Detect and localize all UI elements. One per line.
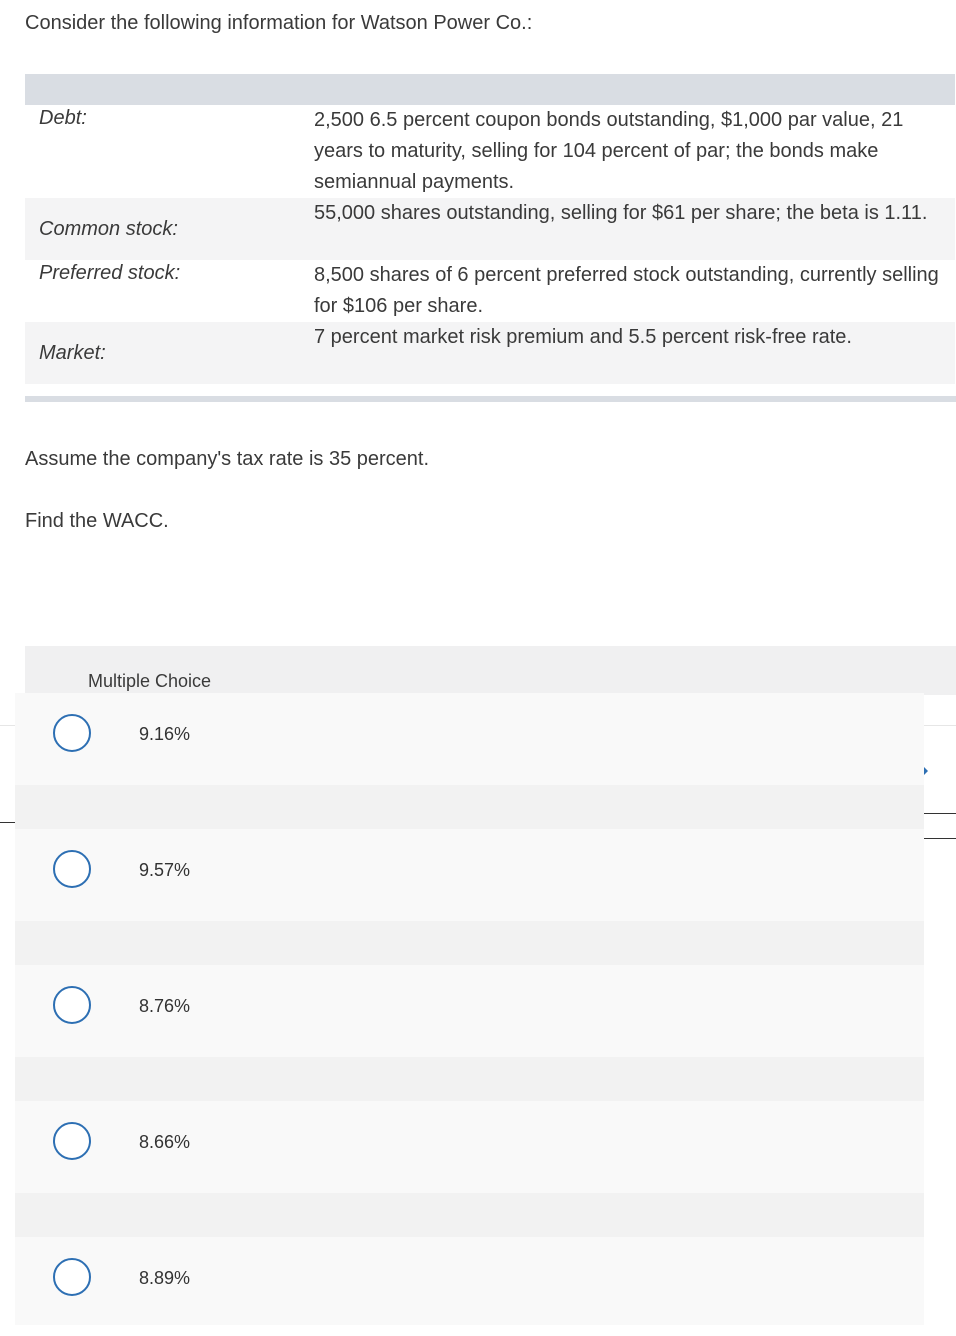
radio-button[interactable]: [53, 850, 91, 888]
info-row-debt: [25, 105, 955, 198]
choice-label: 9.57%: [139, 860, 191, 880]
radio-button[interactable]: [53, 1258, 91, 1296]
multiple-choice-title: Multiple Choice: [88, 671, 212, 691]
info-value-preferred-stock: 8,500 shares of 6 percent preferred stock outstanding, currently selling for $106 per share.: [314, 264, 939, 317]
intro-text: Consider the following information for Watson Power Co.:: [25, 12, 533, 34]
choice-label: 8.76%: [139, 996, 191, 1016]
info-table-footer: [25, 396, 956, 402]
info-table-header: [25, 74, 955, 105]
divider-line: [924, 725, 956, 726]
radio-button[interactable]: [53, 1122, 91, 1160]
divider-line: [0, 725, 15, 726]
question-text: Find the WACC.: [25, 510, 169, 532]
choice-option-1[interactable]: [15, 693, 924, 785]
choice-separator: [15, 1193, 924, 1237]
radio-button[interactable]: [53, 986, 91, 1024]
choice-option-5[interactable]: [15, 1237, 924, 1325]
info-row-market: [25, 322, 955, 384]
info-row-preferred-stock: [25, 260, 955, 322]
choice-option-3[interactable]: [15, 965, 924, 1057]
choice-option-2[interactable]: [15, 829, 924, 921]
choice-option-4[interactable]: [15, 1101, 924, 1193]
choice-label: 9.16%: [139, 724, 191, 744]
choice-separator: [15, 785, 924, 829]
info-label-debt: Debt:: [39, 107, 87, 129]
choice-label: 8.66%: [139, 1132, 191, 1152]
info-value-common-stock: 55,000 shares outstanding, selling for $61 per share; the beta is 1.11.: [314, 202, 928, 224]
choice-label: 8.89%: [139, 1268, 191, 1288]
divider-line: [924, 813, 956, 814]
info-label-preferred-stock: Preferred stock:: [39, 262, 181, 284]
info-row-common-stock: [25, 198, 955, 260]
divider-line: [0, 822, 15, 823]
info-table: [25, 74, 955, 384]
tax-rate-text: Assume the company's tax rate is 35 percent.: [25, 448, 430, 470]
divider-line: [924, 838, 956, 839]
radio-button[interactable]: [53, 714, 91, 752]
info-value-market: 7 percent market risk premium and 5.5 percent risk-free rate.: [314, 326, 852, 348]
info-label-common-stock: Common stock:: [39, 217, 178, 240]
caret-icon: [924, 767, 928, 775]
choices-list: [15, 693, 924, 1325]
info-label-market: Market:: [39, 341, 106, 364]
choice-separator: [15, 1057, 924, 1101]
choice-separator: [15, 921, 924, 965]
info-value-debt: 2,500 6.5 percent coupon bonds outstanding, $1,000 par value, 21 years to maturity, selling for 104 percent of par; the bonds make semiannual payments.: [314, 109, 904, 193]
